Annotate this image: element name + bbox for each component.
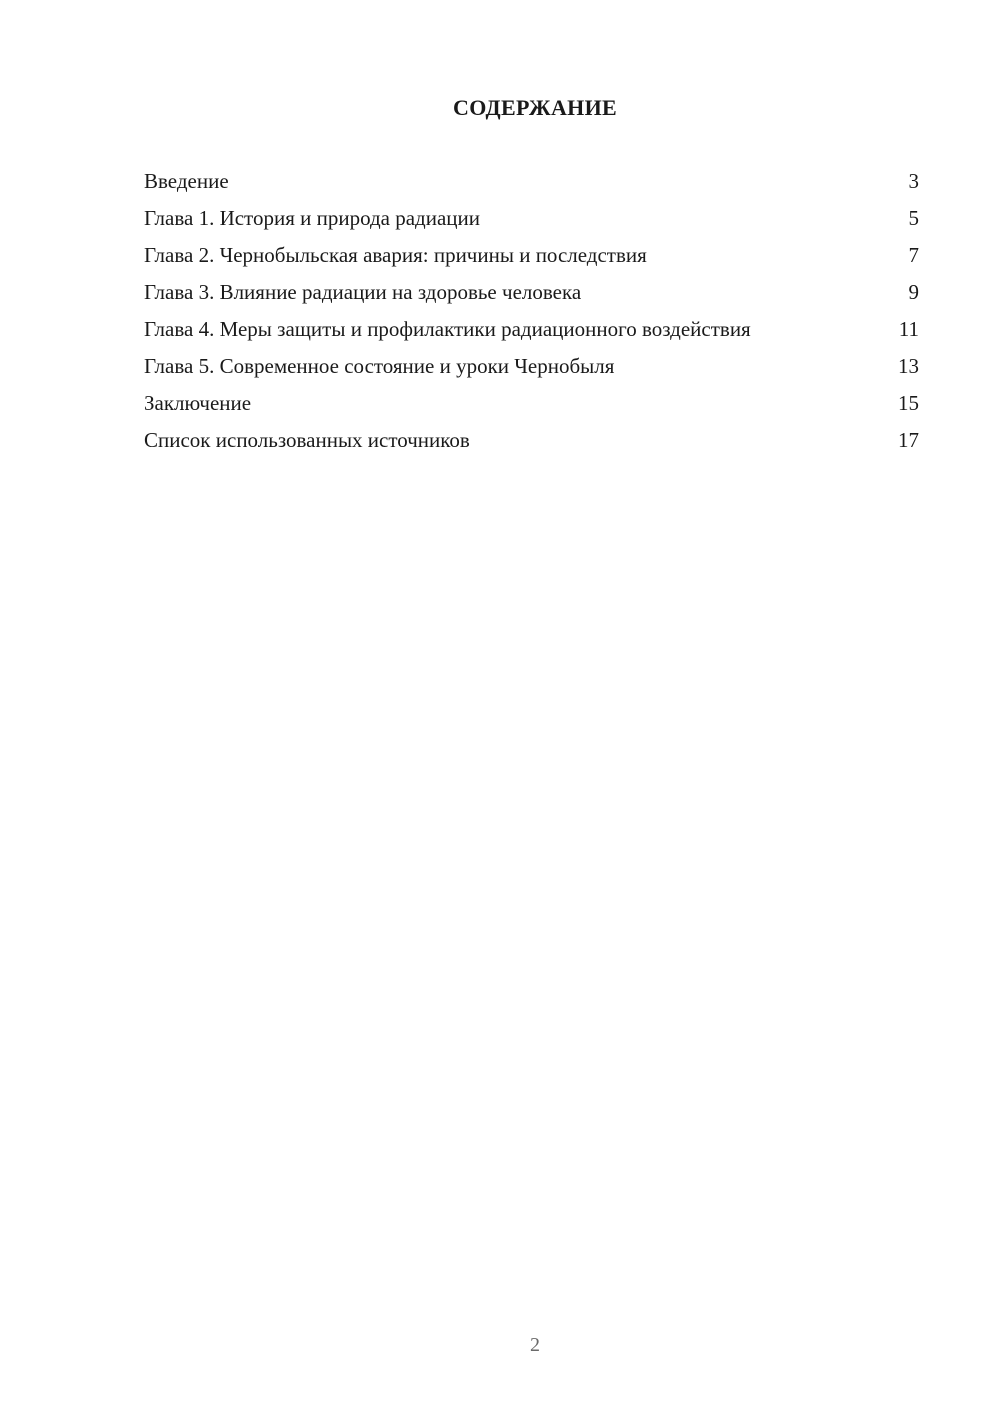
toc-entry-page: 7 [908,243,919,267]
toc-entry-label: Глава 1. История и природа радиации [144,206,480,230]
toc-entry-page: 13 [898,354,919,378]
toc-entry-page: 5 [908,206,919,230]
page-number: 2 [530,1334,540,1356]
toc-entry-page: 11 [898,317,919,341]
toc-entry-introduction [144,168,919,195]
toc-entry-chapter-4 [144,316,919,343]
toc-entry-label: Глава 4. Меры защиты и профилактики радиационного воздействия [144,317,751,341]
toc-entry-page: 3 [908,169,919,193]
toc-entry-page: 17 [898,428,919,452]
toc-entry-conclusion [144,390,919,417]
toc-entry-references [144,427,919,454]
toc-entry-page: 15 [898,391,919,415]
toc-entry-label: Введение [144,169,229,193]
toc-entry-label: Список использованных источников [144,428,470,452]
toc-entry-chapter-3 [144,279,919,306]
toc-entry-label: Глава 2. Чернобыльская авария: причины и последствия [144,243,647,267]
page-title: СОДЕРЖАНИЕ [453,95,617,120]
toc-entry-label: Глава 3. Влияние радиации на здоровье человека [144,280,582,304]
toc-entry-chapter-1 [144,205,919,232]
table-of-contents [144,168,919,464]
toc-entry-label: Глава 5. Современное состояние и уроки Чернобыля [144,354,615,378]
toc-entry-chapter-5 [144,353,919,380]
toc-entry-page: 9 [908,280,919,304]
toc-entry-chapter-2 [144,242,919,269]
toc-entry-label: Заключение [144,391,252,415]
